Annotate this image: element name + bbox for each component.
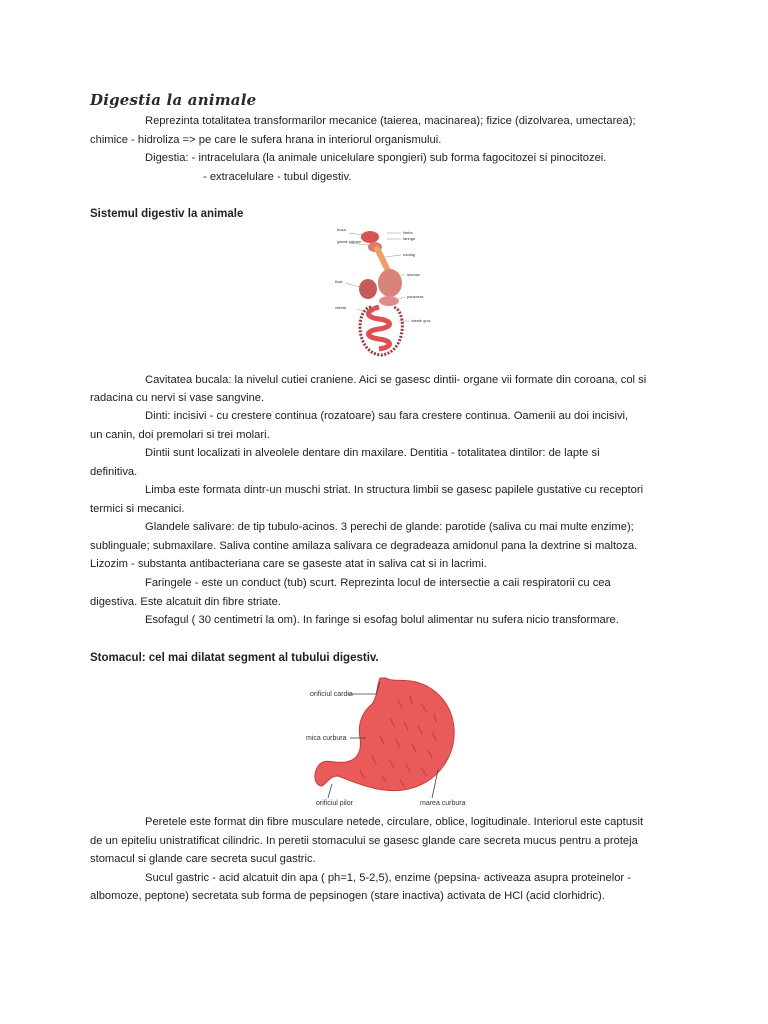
body1-line-8: termici si mecanici. (90, 503, 185, 515)
section-heading-stomach: Stomacul: cel mai dilatat segment al tubului digestiv. (90, 652, 379, 664)
page-title: Digestia la animale (90, 91, 257, 109)
body2-line-1: Peretele este format din fibre musculare netede, circulare, oblice, logitudinale. Interiorul este captusit (145, 816, 644, 828)
intro-line-1: Reprezinta totalitatea transformarilor mecanice (taierea, macinarea); fizice (dizolvarea, umectarea); (145, 115, 636, 127)
diagram-label-pancreas: pancreas (407, 294, 424, 299)
body1-line-13: digestiva. Este alcatuit din fibre striate. (90, 596, 281, 608)
diagram-label-intestin: intestin (335, 306, 347, 310)
body2-line-2: de un epiteliu unistratificat cilindric. In peretii stomacului se gasesc glande care secreta mucus pentru a proteja (90, 835, 638, 847)
body1-line-9: Glandele salivare: de tip tubulo-acinos. 3 perechi de glande: parotide (saliva cu mai multe enzime); (145, 521, 634, 533)
body1-line-12: Faringele - este un conduct (tub) scurt. Reprezinta locul de intersectie a caii respiratorii cu cea (145, 577, 611, 589)
diagram-label-stomac: stomac (407, 272, 420, 277)
body1-line-7: Limba este formata dintr-un muschi striat. In structura limbii se gasesc papilele gustative cu receptori (145, 484, 644, 496)
body2-line-4: Sucul gastric - acid alcatuit din apa ( ph=1, 5-2,5), enzime (pepsina- activeaza asupra proteinelor - (145, 872, 631, 884)
body1-line-5: Dintii sunt localizati in alveolele dentare din maxilare. Dentitia - totalitatea dintilor: de lapte si (145, 447, 600, 459)
body1-line-10: sublinguale; submaxilare. Saliva contine amilaza salivara ce degradeaza amidonul pana la dextrine si maltoza. (90, 540, 638, 552)
stomach-label-mica-curbura: mica curbura (306, 735, 347, 742)
body1-line-3: Dinti: incisivi - cu crestere continua (rozatoare) sau fara crestere continua. Oamenii au doi incisivi, (145, 410, 629, 422)
stomach-label-cardia: orificiul cardia (310, 691, 353, 698)
intro-line-2: chimice - hidroliza => pe care le sufera hrana in interiorul organismului. (90, 134, 442, 146)
diagram-label-esofag: esofag (403, 252, 416, 257)
stomach-label-pilor: orificiul pilor (316, 800, 353, 807)
digestive-organs-illustration (359, 231, 402, 355)
diagram-label-limba: limba (403, 230, 413, 235)
digestive-system-diagram (335, 225, 450, 360)
body1-line-14: Esofagul ( 30 centimetri la om). In faringe si esofag bolul alimentar nu sufera nicio transformare. (145, 614, 619, 626)
body2-line-3: stomacul si glande care secreta sucul gastric. (90, 853, 316, 865)
intro-line-3: Digestia: - intracelulara (la animale unicelulare spongieri) sub forma fagocitozei si pinocitozei. (145, 152, 607, 164)
body1-line-2: radacina cu nervi si vase sangvine. (90, 392, 265, 404)
diagram-label-ficat: ficat (335, 279, 343, 284)
stomach-diagram (300, 674, 480, 809)
intro-line-4: - extracelulare - tubul digestiv. (203, 171, 352, 183)
body2-line-5: albomoze, peptone) secretata sub forma de pepsinogen (stare inactiva) activata de HCl (acid clorhidric). (90, 890, 605, 902)
diagram-label-glande: glande salivare (337, 240, 362, 244)
stomach-label-marea-curbura: marea curbura (420, 800, 466, 807)
diagram-label-intestin-gros: intestin gros (411, 319, 431, 323)
section-heading-digestive-system: Sistemul digestiv la animale (90, 208, 244, 220)
diagram-label-faringe: faringe (403, 236, 416, 241)
body1-line-4: un canin, doi premolari si trei molari. (90, 429, 270, 441)
body1-line-11: Lizozim - substanta antibacteriana care se gaseste atat in saliva cat si in lacrimi. (90, 558, 487, 570)
body1-line-1: Cavitatea bucala: la nivelul cutiei craniene. Aici se gasesc dintii- organe vii formate din coroana, col si (145, 374, 647, 386)
diagram-label-buza: buza (337, 227, 346, 232)
body1-line-6: definitiva. (90, 466, 138, 478)
